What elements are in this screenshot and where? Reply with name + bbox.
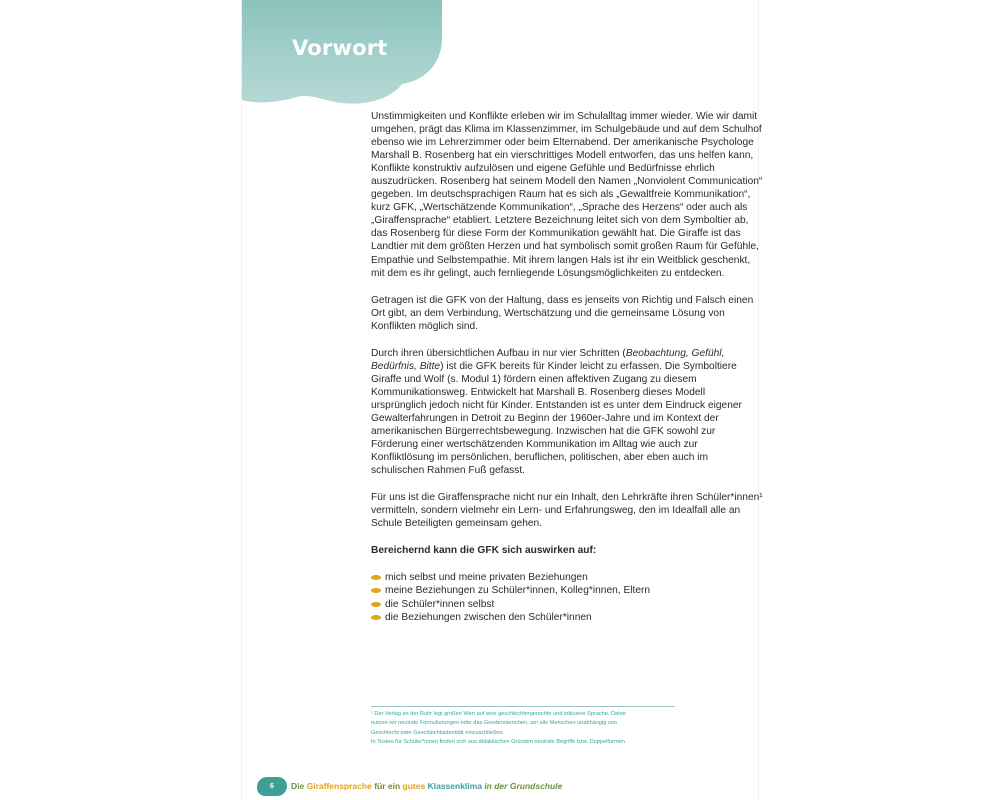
paragraph-3-steps: Beobachtung, Gefühl, Bedürfnis, Bitte [371, 347, 725, 372]
benefit-list [371, 571, 763, 623]
paragraph-4: Für uns ist die Giraffensprache nicht nur ein Inhalt, den Lehrkräfte ihren Schüler*innen¹ vermitteln, sondern vielmehr ein Lern- und Erfahrungsweg, den im Idealfall alle an Schule Beteiligten gemeinsam gehen. [371, 492, 763, 530]
page-number-badge: 6 [257, 777, 287, 796]
paragraph-3-lead: Durch ihren übersichtlichen Aufbau in nur vier Schritten ( [371, 347, 626, 359]
paragraph-2: Getragen ist die GFK von der Haltung, dass es jenseits von Richtig und Falsch einen Ort gibt, an dem Verbindung, Wertschätzung und die gemeinsame Lösung von Konflikten möglich sind. [371, 294, 754, 332]
book-title: Die Giraffensprache für ein gutes Klassenklima in der Grundschule [291, 781, 563, 791]
leaf-bullet-icon [371, 575, 381, 580]
leaf-bullet-icon [371, 615, 381, 620]
page-title: Vorwort [292, 36, 388, 60]
leaf-bullet-icon [371, 588, 381, 593]
list-item: die Beziehungen zwischen den Schüler*innen [371, 611, 763, 624]
footnote-divider [371, 706, 675, 707]
footnote: ¹ Der Verlag an der Ruhr legt großen Wert auf eine geschlechtergerechte und inklusive Sprache. Daher nutzen wir neutrale Formulierungen oder das Gendersternchen, um alle Menschen unabhängig von Geschlecht oder Geschlechtsidentität einzuschließen. In Texten für Schüler*innen finden sich aus didaktischen Gründen neutrale Begriffe bzw. Doppelformen. [371, 711, 627, 746]
list-item: die Schüler*innen selbst [371, 598, 763, 611]
list-item: meine Beziehungen zu Schüler*innen, Kolleg*innen, Eltern [371, 584, 763, 597]
list-heading: Bereichernd kann die GFK sich auswirken auf: [371, 545, 597, 557]
leaf-bullet-icon [371, 602, 381, 607]
paragraph-1: Unstimmigkeiten und Konflikte erleben wir im Schulalltag immer wieder. Wie wir damit umgehen, prägt das Klima im Klassenzimmer, im Schulgebäude und auf dem Schulhof ebenso wie im Lehrerzimmer oder beim Elternabend. Der amerikanische Psychologe Marshall B. Rosenberg hat ein vierschrittiges Modell entworfen, das uns helfen kann, Konflikte konstruktiv aufzulösen und eigene Gefühle und Bedürfnisse ehrlich auszudrücken. Rosenberg hat seinem Modell den Namen „Nonviolent Communication“ gegeben. Im deutschsprachigen Raum hat es sich als „Gewaltfreie Kommunikation“, kurz GFK, „Wertschätzende Kommunikation“, „Sprache des Herzens“ oder auch als „Giraffensprache“ etabliert. Letztere Bezeichnung leitet sich von dem Symboltier ab, das Rosenberg für diese Form der Kommunikation gewählt hat. Die Giraffe ist das Landtier mit dem größten Herzen und hat symbolisch somit großen Raum für Gefühle, Empathie und Selbstempathie. Mit ihrem langen Hals ist ihr ein Weitblick geschenkt, mit dem es ihr gelingt, auch fernliegende Lösungsmöglichkeiten zu entdecken. [371, 111, 763, 279]
paragraph-3 [371, 347, 763, 477]
main-text [371, 110, 763, 624]
page-footer [257, 776, 562, 796]
list-item: mich selbst und meine privaten Beziehungen [371, 571, 763, 584]
paragraph-3-rest: ) ist die GFK bereits für Kinder leicht zu erfassen. Die Symboltiere Giraffe und Wolf (s. Modul 1) fördern einen affektiven Zugang zu diesem Kommunikationsweg. Entwickelt hat Marshall B. Rosenberg dieses Modell ursprünglich jedoch nicht für Kinder. Entstanden ist es unter dem Eindruck eigener Gewalterfahrungen in Detroit zu Beginn der 1960er-Jahre und im Kontext der amerikanischen Bürgerrechtsbewegung. Inzwischen hat die GFK sowohl zur Förderung einer wertschätzenden Kommunikation im Alltag wie auch zur Konfliktlösung im persönlichen, beruflichen, politischen, aber eben auch im schulischen Rahmen Fuß gefasst. [371, 360, 742, 477]
